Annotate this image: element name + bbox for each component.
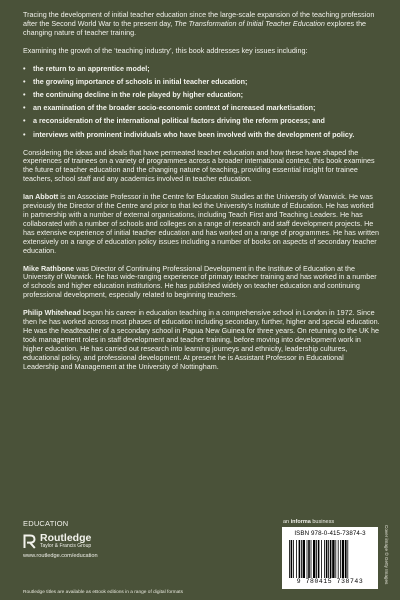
bullet-icon: •	[23, 76, 26, 86]
key-issues-list	[23, 65, 381, 140]
subject-category: EDUCATION	[23, 519, 69, 528]
informa-tagline: an informa business	[283, 519, 335, 525]
cover-image-credit: Cover image © Getty Images	[384, 525, 389, 585]
barcode-panel	[282, 527, 378, 589]
isbn-text: ISBN 978-0-415-73874-3	[294, 530, 366, 537]
intro-paragraph: Tracing the development of initial teacher education since the large-scale expansion of the teaching profession after the Second World War to the present day, The Transformation of Initial Teacher Education explores the changing nature of teacher training.	[23, 10, 375, 37]
list-item: • a reconsideration of the international political factors driving the reform process; and	[23, 116, 325, 126]
key-issues-lead: Examining the growth of the ‘teaching industry’, this book addresses key issues including:	[23, 45, 308, 55]
author-bio: Mike Rathbone was Director of Continuing Professional Development in the Institute of Education at the University of Warwick. He has wide-ranging experience of primary teacher training and has worked in a number of schools and higher education institutions. He has published widely on teacher education and continuing professional development, especially related to beginning teachers.	[23, 263, 377, 300]
list-item: • the growing importance of schools in initial teacher education;	[23, 76, 248, 86]
publisher-block	[23, 519, 98, 559]
list-item: • the return to an apprentice model;	[23, 63, 150, 73]
routledge-logo-icon	[23, 534, 36, 549]
list-item: • the continuing decline in the role played by higher education;	[23, 90, 244, 100]
bullet-icon: •	[23, 116, 26, 126]
author-name: Philip Whitehead	[23, 308, 81, 318]
summary-paragraph: Considering the ideas and ideals that have permeated teacher education and how these have shaped the experiences of trainees on a variety of programmes across a broader international context, this book examines the future of teacher education and the changing nature of teaching, providing essential insight for trainee teachers, school staff and any academics involved in teacher education.	[23, 147, 375, 184]
list-item: • interviews with prominent individuals who have been involved with the development of policy.	[23, 129, 355, 139]
publisher-logo	[23, 533, 98, 549]
list-item: • an examination of the broader socio-economic context of increased marketisation;	[23, 103, 316, 113]
bullet-icon: •	[23, 90, 26, 100]
author-name: Mike Rathbone	[23, 263, 75, 273]
publisher-name: Routledge	[40, 532, 92, 544]
author-bio: Ian Abbott is an Associate Professor in the Centre for Education Studies at the University of Warwick. He was previously the Director of the Centre and prior to that led the University’s Institute of Education. He has worked in partnership with a number of external organisations, including Teach First and Teaching Leaders. He has collaborated with a number of schools and colleges on a range of research and staff development projects. He has extensive experience of initial teacher education and has worked on a range of programmes. He has written extensively on a range of education policy issues including a number of books on aspects of secondary teacher education.	[23, 192, 379, 255]
author-name: Ian Abbott	[23, 192, 59, 202]
bullet-icon: •	[23, 63, 26, 73]
publisher-group: Taylor & Francis Group	[40, 543, 92, 549]
publisher-url: www.routledge.com/education	[23, 553, 98, 559]
book-title: The Transformation of Initial Teacher Education	[174, 18, 325, 28]
cover-text	[23, 11, 381, 380]
bullet-icon: •	[23, 129, 26, 139]
barcode-digits: 9 780415 738743	[296, 578, 364, 585]
bullet-icon: •	[23, 103, 26, 113]
barcode-icon	[288, 540, 372, 578]
ebook-notice: Routledge titles are available as eBook editions in a range of digital formats	[23, 590, 183, 595]
author-bio: Philip Whitehead began his career in education teaching in a comprehensive school in London in 1972. Since then he has worked across most phases of education including secondary, further, higher and special education. He was the headteacher of a secondary school in Papua New Guinea for three years. On returning to the UK he took management roles in staff development and teacher training, before moving into development work in higher education. He has carried out research into learning journeys and ethnicity, leadership cultures, educational policy, and professional development. At present he is Assistant Professor in Educational Leadership and Management at the University of Nottingham.	[23, 308, 380, 371]
